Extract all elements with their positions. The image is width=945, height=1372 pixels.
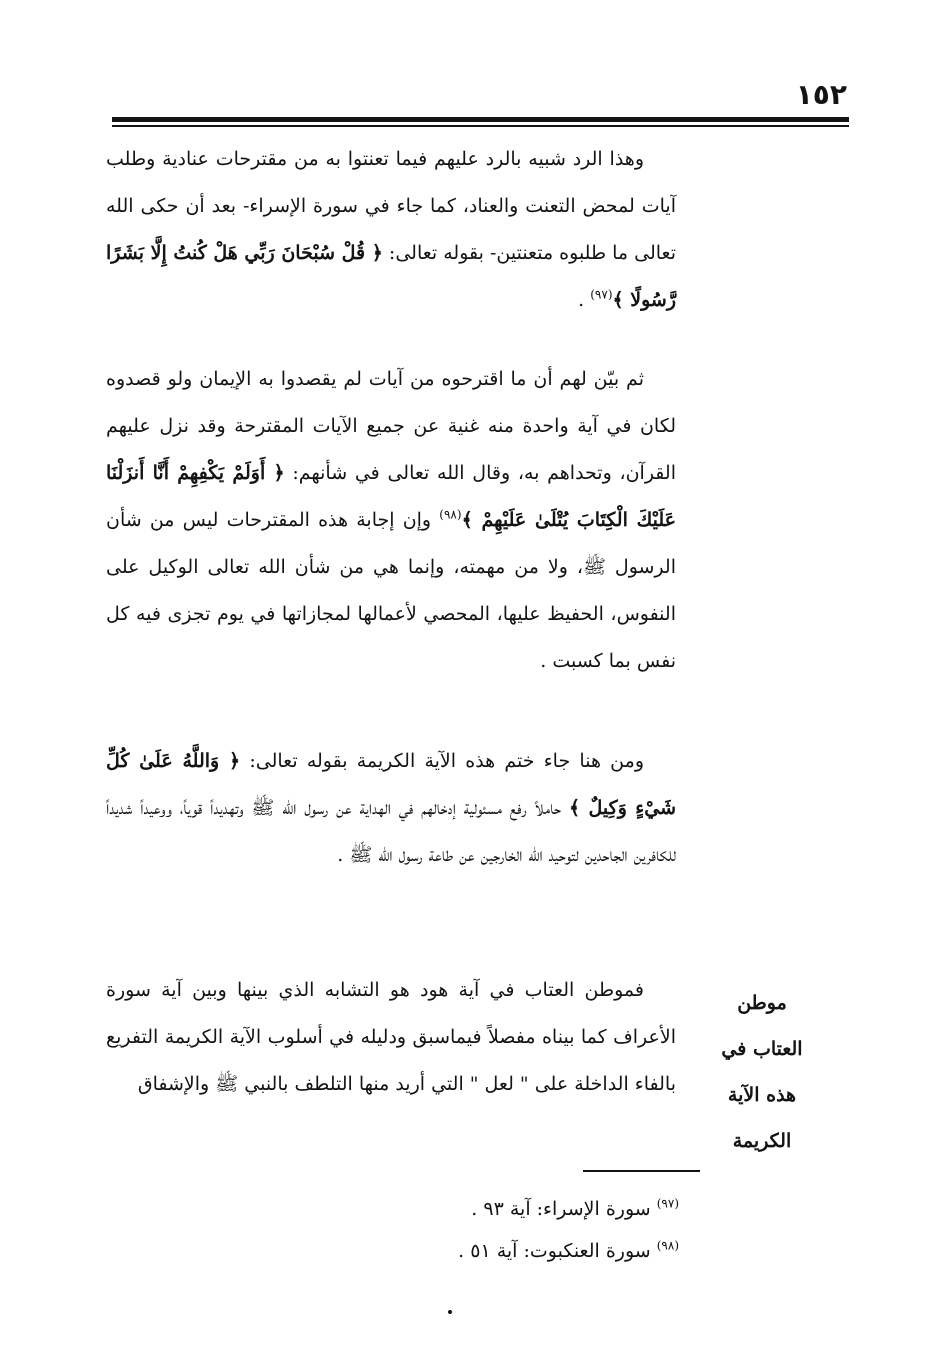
footnote-98-text: سورة العنكبوت: آية ٥١ . xyxy=(458,1240,657,1262)
paragraph-3-text-a: ومن هنا جاء ختم هذه الآية الكريمة بقوله تعالى: xyxy=(240,750,644,772)
paragraph-4 xyxy=(106,967,676,1108)
paragraph-4-text: فموطن العتاب في آية هود هو التشابه الذي بينها وبين آية سورة الأعراف كما بيناه مفصلاً فيماسبق ودليله في أسلوب الآية الكريمة التفريع بالفاء الداخلة على " لعل " التي أريد منها التلطف بالنبي ﷺ والإشفاق xyxy=(106,979,676,1095)
header-rule-thick xyxy=(112,117,849,122)
footnotes xyxy=(239,1188,679,1272)
margin-heading-line-1: موطن xyxy=(737,992,787,1014)
footnote-97 xyxy=(239,1188,679,1230)
paragraph-1 xyxy=(106,136,676,324)
margin-heading-line-4: الكريمة xyxy=(732,1130,792,1152)
footnote-ref-97[interactable]: (٩٧) xyxy=(590,287,613,302)
paragraph-1-text-a: وهذا الرد شبيه بالرد عليهم فيما تعنتوا به من مقترحات عنادية وطلب آيات لمحض التعنت والعناد، كما جاء في سورة الإسراء- بعد أن حكى الله تعالى ما طلبوه متعنتين- بقوله تعالى: xyxy=(106,148,677,264)
paragraph-2-text-b: وإن إجابة هذه المقترحات ليس من شأن الرسول ﷺ، ولا من مهمته، وإنما هي من شأن الله تعالى الوكيل على النفوس، الحفيظ عليها، المحصي لأعمالها لمجازاتها في يوم تجزى فيه كل نفس بما كسبت . xyxy=(106,509,676,672)
header-rule-thin xyxy=(112,125,849,127)
paragraph-3-text-b: حاملاً رفع مسئولية إدخالهم في الهداية عن رسول الله ﷺ وتهديداً قوياً، ووعيداً شديداً للكافرين الجاحدين لتوحيد الله الخارجين عن طاعة رسول الله ﷺ . xyxy=(106,797,676,866)
page-number: ١٥٢ xyxy=(795,78,847,111)
paragraph-2 xyxy=(106,356,676,685)
footnote-ref-98[interactable]: (٩٨) xyxy=(439,507,462,522)
paragraph-1-text-b: . xyxy=(578,289,591,311)
paragraph-2-text-a: ثم بيّن لهم أن ما اقترحوه من آيات لم يقصدوا به الإيمان ولو قصدوه لكان في آية واحدة منه غنية عن جميع الآيات المقترحة وقد نزل عليهم القرآن، وتحداهم به، وقال الله تعالى في شأنهم: xyxy=(106,368,676,484)
margin-heading-line-2: العتاب في xyxy=(721,1038,803,1060)
footnote-98-number: (٩٨) xyxy=(656,1238,679,1253)
scan-speck xyxy=(448,1310,452,1314)
footnote-97-text: سورة الإسراء: آية ٩٣ . xyxy=(471,1198,657,1220)
footnote-97-number: (٩٧) xyxy=(656,1196,679,1211)
quran-verse-hud-12: ﴿ وَاللَّهُ عَلَىٰ كُلِّ شَيْءٍ وَكِيلٌ ﴾ xyxy=(106,750,676,819)
paragraph-3 xyxy=(106,738,676,879)
footnote-98 xyxy=(239,1230,679,1272)
quran-verse-ankabut-51: ﴿ أَوَلَمْ يَكْفِهِمْ أَنَّا أَنزَلْنَا عَلَيْكَ الْكِتَابَ يُتْلَىٰ عَلَيْهِمْ ﴾ xyxy=(106,462,676,531)
footnote-separator xyxy=(583,1170,700,1172)
margin-heading-line-3: هذه الآية xyxy=(727,1084,797,1106)
margin-heading xyxy=(712,980,812,1164)
quran-verse-isra-93: ﴿ قُلْ سُبْحَانَ رَبِّي هَلْ كُنتُ إِلَّا بَشَرًا رَّسُولًا ﴾ xyxy=(106,242,676,311)
